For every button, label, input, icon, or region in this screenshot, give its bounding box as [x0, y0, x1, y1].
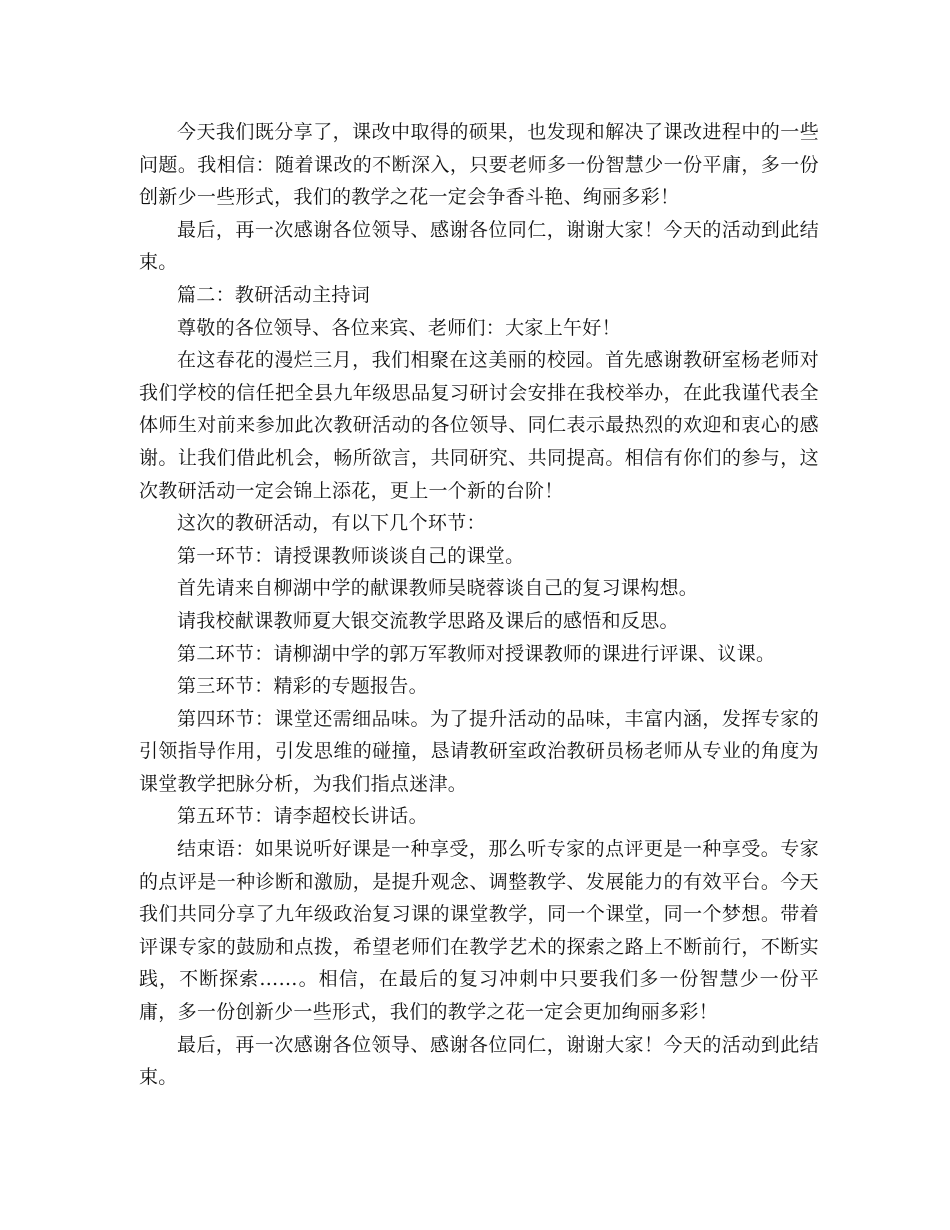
agenda-item-1-detail-b: 请我校献课教师夏大银交流教学思路及课后的感悟和反思。	[177, 609, 679, 632]
agenda-item-5: 第五环节：请李超校长讲话。	[177, 805, 428, 828]
paragraph-final-thanks: 最后，再一次感谢各位领导、感谢各位同仁，谢谢大家！今天的活动到此结束。	[139, 1033, 819, 1089]
agenda-item-1-detail-a: 首先请来自柳湖中学的献课教师吴晓蓉谈自己的复习课构想。	[177, 577, 699, 600]
paragraph-agenda-intro: 这次的教研活动，有以下几个环节：	[177, 512, 486, 535]
paragraph-1: 今天我们既分享了，课改中取得的硕果，也发现和解决了课改进程中的一些问题。我相信：随着课改的不断深入，只要老师多一份智慧少一份平庸，多一份创新少一些形式，我们的教学之花一定会争香斗艳、绚丽多彩！	[139, 121, 819, 209]
document-body	[139, 116, 819, 1094]
paragraph-opening: 在这春花的漫烂三月，我们相聚在这美丽的校园。首先感谢教研室杨老师对我们学校的信任把全县九年级思品复习研讨会安排在我校举办，在此我谨代表全体师生对前来参加此次教研活动的各位领导、同仁表示最热烈的欢迎和衷心的感谢。让我们借此机会，畅所欲言，共同研究、共同提高。相信有你们的参与，这次教研活动一定会锦上添花，更上一个新的台阶！	[139, 349, 819, 502]
agenda-item-1: 第一环节：请授课教师谈谈自己的课堂。	[177, 544, 525, 567]
agenda-item-3: 第三环节：精彩的专题报告。	[177, 675, 428, 698]
agenda-item-2: 第二环节：请柳湖中学的郭万军教师对授课教师的课进行评课、议课。	[177, 642, 776, 665]
agenda-item-4: 第四环节：课堂还需细品味。为了提升活动的品味，丰富内涵，发挥专家的引领指导作用，引发思维的碰撞，恳请教研室政治教研员杨老师从专业的角度为课堂教学把脉分析，为我们指点迷津。	[139, 707, 819, 795]
paragraph-closing-remarks: 结束语：如果说听好课是一种享受，那么听专家的点评更是一种享受。专家的点评是一种诊断和激励，是提升观念、调整教学、发展能力的有效平台。今天我们共同分享了九年级政治复习课的课堂教学，同一个课堂，同一个梦想。带着评课专家的鼓励和点拨，希望老师们在教学艺术的探索之路上不断前行，不断实践，不断探索……。相信，在最后的复习冲刺中只要我们多一份智慧少一份平庸，多一份创新少一些形式，我们的教学之花一定会更加绚丽多彩！	[139, 838, 819, 1024]
section-heading: 篇二：教研活动主持词	[177, 283, 371, 306]
paragraph-2: 最后，再一次感谢各位领导、感谢各位同仁，谢谢大家！今天的活动到此结束。	[139, 218, 819, 274]
greeting: 尊敬的各位领导、各位来宾、老师们：大家上午好！	[177, 316, 621, 339]
